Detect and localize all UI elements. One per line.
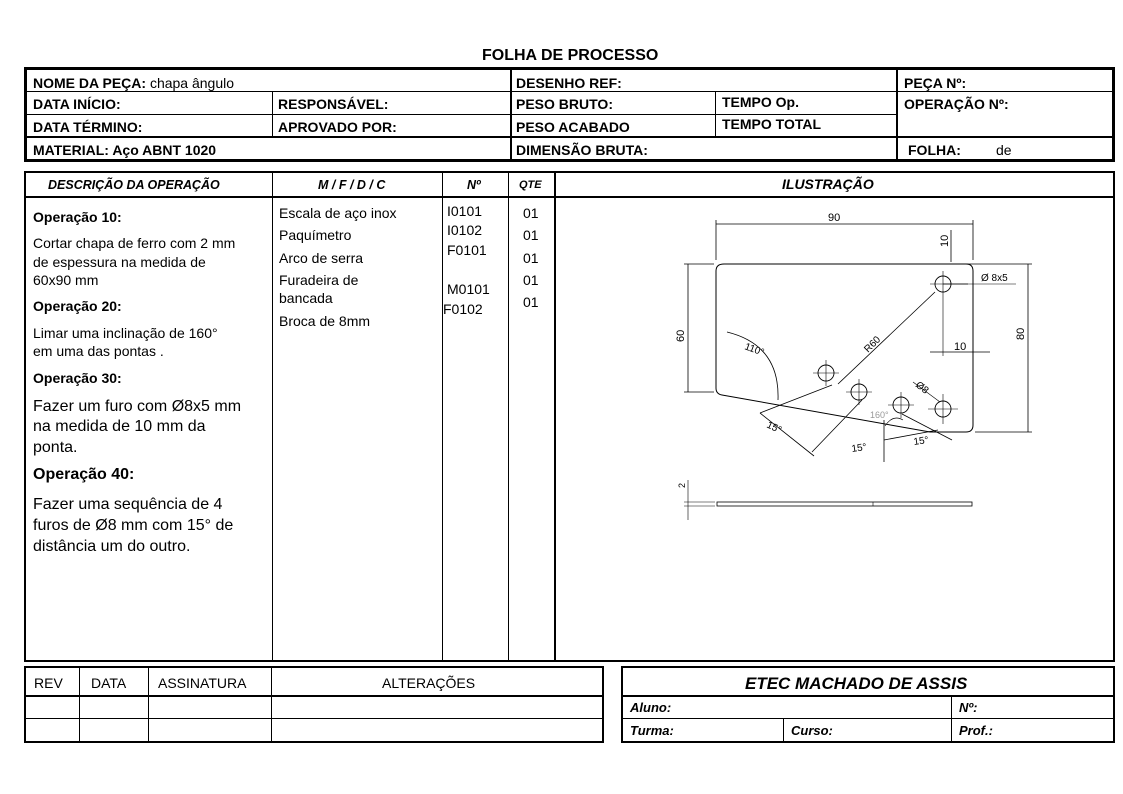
divider bbox=[271, 668, 272, 741]
dim-80: 80 bbox=[1015, 327, 1027, 340]
code-item: F0101 bbox=[447, 242, 487, 258]
col-ilustracao: ILUSTRAÇÃO bbox=[782, 176, 874, 192]
tool-item: Furadeira de bbox=[279, 272, 359, 288]
operation-line: Cortar chapa de ferro com 2 mm bbox=[33, 235, 236, 251]
tool-item: Paquímetro bbox=[279, 227, 352, 243]
numero-label: Nº: bbox=[959, 700, 978, 715]
operacao-label: OPERAÇÃO Nº: bbox=[904, 96, 1009, 112]
operation-line: Limar uma inclinação de 160° bbox=[33, 325, 218, 341]
col-mfdc: M / F / D / C bbox=[318, 178, 386, 192]
divider bbox=[26, 136, 1113, 138]
peso-acabado-label: PESO ACABADO bbox=[516, 119, 630, 135]
qty-item: 01 bbox=[523, 272, 539, 288]
divider bbox=[272, 91, 273, 137]
angle-110: 110° bbox=[742, 341, 766, 359]
school-name: ETEC MACHADO DE ASSIS bbox=[745, 674, 968, 693]
page-title: FOLHA DE PROCESSO bbox=[482, 47, 659, 64]
code-item: I0102 bbox=[447, 222, 483, 238]
data-termino-label: DATA TÉRMINO: bbox=[33, 119, 143, 135]
desenho-label: DESENHO REF: bbox=[516, 75, 622, 91]
operation-line: Fazer um furo com Ø8x5 mm bbox=[33, 398, 242, 415]
tool-item: Escala de aço inox bbox=[279, 205, 397, 221]
operation-line: distância um do outro. bbox=[33, 538, 191, 555]
operation-title: Operação 40: bbox=[33, 466, 135, 483]
dim-2: 2 bbox=[677, 482, 687, 488]
dim-10-side: 10 bbox=[954, 341, 967, 353]
divider bbox=[26, 91, 1113, 92]
operation-line: furos de Ø8 mm com 15° de bbox=[33, 517, 234, 534]
dim-90: 90 bbox=[828, 212, 841, 224]
dim-hole: Ø 8x5 bbox=[981, 273, 1008, 284]
col-qte: QTE bbox=[519, 179, 542, 191]
divider bbox=[26, 695, 602, 697]
code-item: I0101 bbox=[447, 203, 483, 219]
code-item: F0102 bbox=[443, 301, 483, 317]
technical-drawing bbox=[556, 198, 1112, 660]
rev-header: REV bbox=[34, 675, 63, 691]
divider bbox=[26, 114, 896, 115]
divider bbox=[510, 69, 512, 160]
aprovado-label: APROVADO POR: bbox=[278, 119, 397, 135]
col-descricao: DESCRIÇÃO DA OPERAÇÃO bbox=[48, 178, 220, 192]
divider bbox=[783, 719, 784, 741]
divider bbox=[148, 668, 149, 741]
data-inicio-label: DATA INÍCIO: bbox=[33, 96, 121, 112]
divider bbox=[272, 173, 273, 660]
angle-15b: 15° bbox=[850, 441, 868, 455]
operation-title: Operação 30: bbox=[33, 370, 122, 386]
peca-label: PEÇA Nº: bbox=[904, 75, 967, 91]
divider bbox=[442, 173, 443, 660]
operation-line: 60x90 mm bbox=[33, 272, 99, 288]
col-numero: Nº bbox=[467, 178, 481, 192]
divider bbox=[508, 173, 509, 660]
qty-item: 01 bbox=[523, 227, 539, 243]
divider bbox=[896, 69, 898, 160]
operation-title: Operação 10: bbox=[33, 209, 122, 225]
operation-line: ponta. bbox=[33, 439, 78, 456]
nome-value: chapa ângulo bbox=[149, 75, 235, 91]
operation-line: em uma das pontas . bbox=[33, 343, 164, 359]
tool-item: Broca de 8mm bbox=[279, 313, 371, 329]
dim-10-top: 10 bbox=[939, 234, 951, 247]
dim-60: 60 bbox=[675, 329, 687, 342]
dimensao-label: DIMENSÃO BRUTA: bbox=[516, 142, 648, 158]
divider bbox=[715, 91, 716, 137]
operation-line: Fazer uma sequência de 4 bbox=[33, 496, 223, 513]
nome-label: NOME DA PEÇA: chapa ângulo bbox=[33, 75, 235, 91]
tool-item: Arco de serra bbox=[279, 250, 364, 266]
divider bbox=[623, 718, 1113, 719]
angle-15c: 15° bbox=[912, 434, 930, 448]
qty-item: 01 bbox=[523, 294, 539, 310]
tool-item: bancada bbox=[279, 290, 333, 306]
aluno-label: Aluno: bbox=[630, 700, 672, 715]
angle-160: 160° bbox=[870, 410, 889, 420]
responsavel-label: RESPONSÁVEL: bbox=[278, 96, 389, 112]
alteracoes-header: ALTERAÇÕES bbox=[382, 675, 476, 691]
turma-label: Turma: bbox=[630, 723, 674, 738]
operation-line: na medida de 10 mm da bbox=[33, 418, 206, 435]
data-header: DATA bbox=[91, 675, 127, 691]
tempo-total-label: TEMPO TOTAL bbox=[722, 116, 822, 132]
operation-line: de espessura na medida de bbox=[33, 254, 206, 270]
code-item: M0101 bbox=[447, 281, 490, 297]
dim-r60: R60 bbox=[862, 334, 884, 356]
operation-title: Operação 20: bbox=[33, 298, 122, 314]
divider bbox=[79, 668, 80, 741]
prof-label: Prof.: bbox=[959, 723, 993, 738]
curso-label: Curso: bbox=[791, 723, 833, 738]
folha-label: FOLHA: bbox=[908, 142, 961, 158]
dim-d8: Ø8 bbox=[913, 379, 931, 397]
angle-15a: 15° bbox=[764, 419, 784, 437]
tempo-op-label: TEMPO Op. bbox=[722, 94, 799, 110]
folha-de: de bbox=[996, 142, 1012, 158]
assinatura-header: ASSINATURA bbox=[158, 675, 247, 691]
qty-item: 01 bbox=[523, 250, 539, 266]
peso-bruto-label: PESO BRUTO: bbox=[516, 96, 613, 112]
divider bbox=[26, 718, 602, 719]
divider bbox=[623, 695, 1113, 697]
divider bbox=[951, 697, 952, 741]
qty-item: 01 bbox=[523, 205, 539, 221]
material-label: MATERIAL: Aço ABNT 1020 bbox=[33, 142, 217, 158]
side-view bbox=[717, 502, 972, 506]
